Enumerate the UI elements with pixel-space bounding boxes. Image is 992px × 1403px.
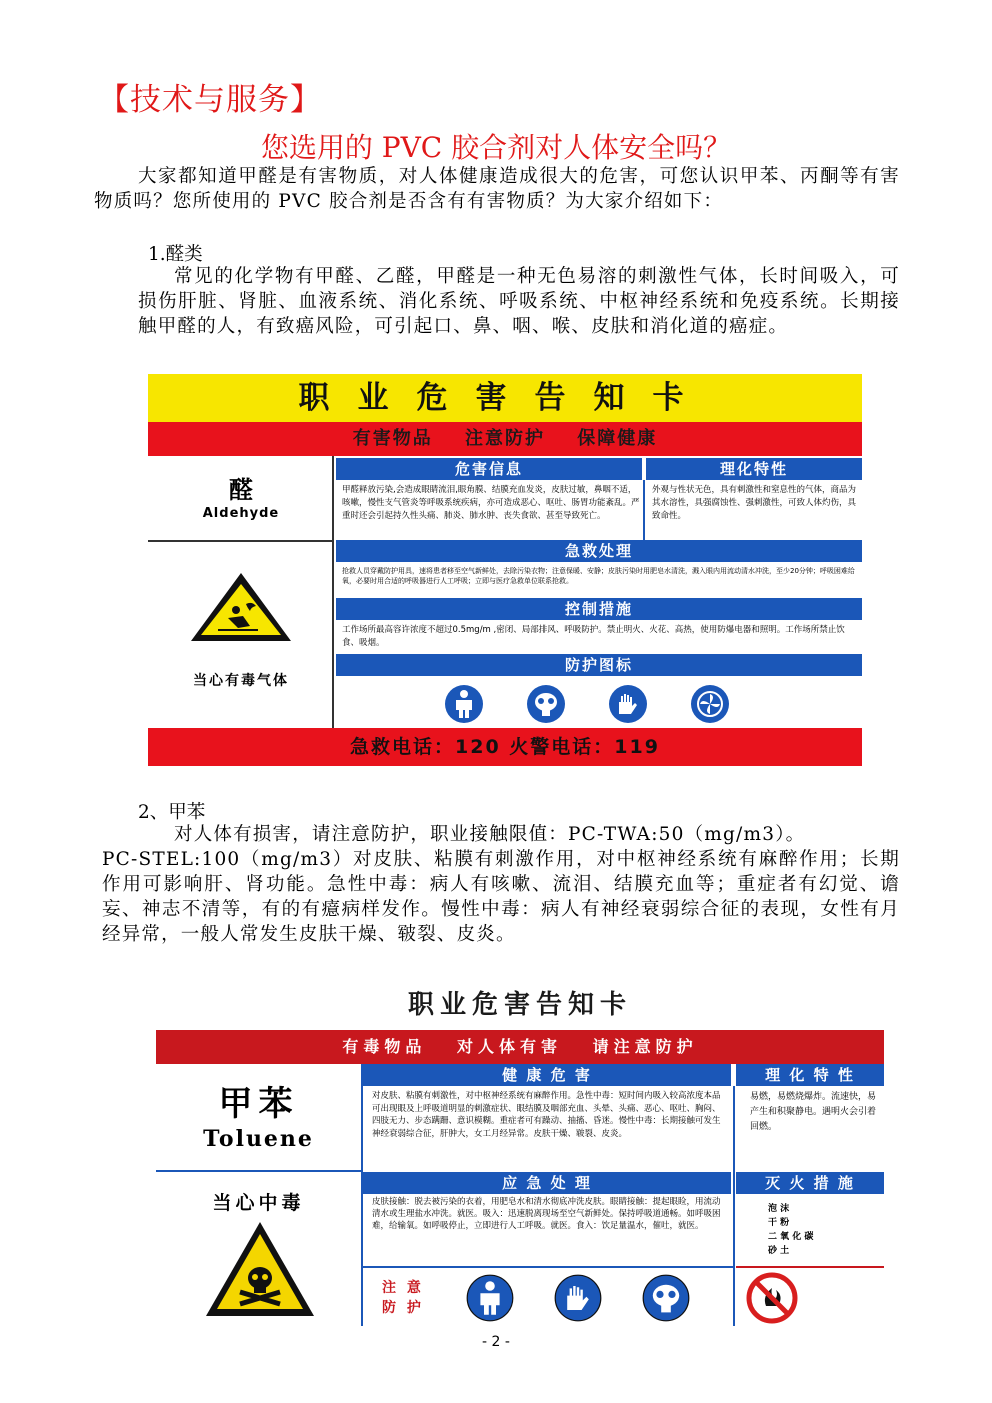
gloves-icon [554,1274,602,1326]
subtitle-item: 保障健康 [577,428,658,449]
health-hazard-text: 对皮肤、粘膜有刺激性，对中枢神经系统有麻醉作用。急性中毒：短时间内吸入较高浓度本品可出现眼及上呼吸道明显的刺激症状、眼结膜及咽部充血、头晕、头痛、恶心、呕吐、胸闷、四肢无力、步态蹒跚、意识模糊。重症者可有躁动、抽搐、昏迷。慢性中毒：长期接触可发生神经衰弱综合征，肝肿大，女工月经异常。皮肤干燥、皲裂、皮炎。 [372,1091,721,1139]
page-number: - 2 - [482,1334,510,1350]
emergency-header: 应 急 处 理 [363,1172,731,1194]
aldehyde-paragraph: 常见的化学物有甲醛、乙醛，甲醛是一种无色易溶的刺激性气体，长时间吸入，可损伤肝脏、肾脏、血液系统、消化系统、呼吸系统、中枢神经系统和免疫系统。长期接触甲醛的人，有致癌风险，可引起口、鼻、咽、喉、皮肤和消化道的癌症。 [138,266,900,337]
section-title: 【技术与服务】 [98,82,322,118]
subtitle-item: 请注意防护 [592,1037,698,1056]
hazard-info-header: 危害信息 [336,458,642,480]
list-item: 砂 土 [768,1246,790,1256]
subtitle-item: 注意防护 [465,428,545,449]
ppe-label: 注 意 防 护 [382,1280,424,1316]
column-divider [643,480,645,540]
gas-mask-icon [526,684,566,728]
aldehyde-heading: 1.醛类 [148,244,203,265]
card-subtitle [156,1030,884,1064]
control-header: 控制措施 [336,598,862,620]
physchem-text: 易燃，易燃烧爆炸。流速快，易产生和积聚静电。遇明火会引着回燃。 [750,1092,877,1132]
first-aid-text: 抢救人员穿戴防护用具，速将患者移至空气新鲜处，去除污染衣物；注意保暖、安静；皮肤污染时用肥皂水清洗，溅入眼内用流动清水冲洗，至少20分钟；呼吸困难给氧，必要时用合适的呼吸器进行人工呼吸；立即与医疗急救单位联系抢救。 [342,567,855,585]
substance-name: 甲苯 [218,1084,299,1124]
health-hazard-header: 健 康 危 害 [363,1064,731,1086]
gas-mask-icon [642,1274,690,1326]
subtitle-item: 有毒物品 [342,1037,427,1056]
physchem-text: 外观与性状无色，具有刺激性和窒息性的气体，商品为其水溶性，具强腐蚀性、强刺激性，可致人体灼伤，具致命性。 [652,485,856,521]
divider [148,540,334,542]
document-title: 您选用的 PVC 胶合剂对人体安全吗？ [260,131,732,164]
aldehyde-hazard-card [148,374,862,766]
protective-suit-icon [444,684,484,728]
substance-name: 醛 [229,476,253,504]
toluene-body: PC-STEL:100（mg/m3）对皮肤、粘膜有刺激作用，对中枢神经系统有麻醉作用；长期作用可影响肝、肾功能。急性中毒：病人有咳嗽、流泪、结膜充血等；重症者有幻觉、谵妄、神志不清等，有的有癔病样发作。慢性中毒：病人有神经衰弱综合征的表现，女性有月经异常，一般人常发生皮肤干燥、皲裂、皮炎。 [102,849,900,945]
no-fire-icon [744,1272,800,1326]
toluene-paragraph [102,822,900,947]
gloves-icon [608,684,648,728]
card-subtitle [148,422,862,456]
skull-warning-icon [204,1220,316,1322]
list-item: 干 粉 [768,1218,790,1228]
toluene-hazard-card [156,976,884,1326]
hazard-info-text: 甲醛释放污染,会造成眼睛流泪,眼角膜、结膜充血发炎，皮肤过敏，鼻咽不适，咳嗽，慢性支气管炎等呼吸系统疾病，亦可造成恶心、呕吐、肠胃功能紊乱。严重时还会引起持久性头痛、肺炎、肺水肿、丧失食欲、甚至导致死亡。 [342,485,640,521]
toxic-gas-warning-icon [188,570,294,648]
warning-label: 当心有毒气体 [193,673,289,689]
divider [363,1266,733,1268]
emergency-text: 皮肤接触：脱去被污染的衣着，用肥皂水和清水彻底冲洗皮肤。眼睛接触：提起眼睑，用流动清水或生理盐水冲洗。就医。吸入：迅速脱离现场至空气新鲜处。保持呼吸道通畅。如呼吸困难，给输氧。如呼吸停止，立即进行人工呼吸。就医。食入：饮足量温水，催吐，就医。 [372,1197,721,1231]
column-divider [733,1086,735,1326]
protective-suit-icon [466,1274,514,1326]
ppe-header: 防护图标 [336,654,862,676]
divider [156,1170,361,1172]
card-title: 职业危害告知卡 [148,374,862,422]
fire-header: 灭 火 措 施 [736,1172,884,1194]
warning-label: 当心中毒 [212,1192,305,1214]
card-title: 职业危害告知卡 [156,976,884,1028]
fire-measures-list [768,1202,878,1258]
emergency-phone-bar: 急救电话：120 火警电话：119 [148,728,862,766]
substance-name-en: Aldehyde [202,506,280,521]
column-divider [361,1064,363,1326]
first-aid-header: 急救处理 [336,540,862,562]
subtitle-item: 有害物品 [352,428,433,449]
list-item: 泡 沫 [768,1204,790,1214]
subtitle-item: 对人体有害 [456,1037,562,1056]
toluene-heading: 2、甲苯 [138,802,206,823]
list-item: 二 氧 化 碳 [768,1232,814,1242]
ventilation-icon [690,684,730,728]
physchem-header: 理化特性 [646,458,862,480]
physchem-header: 理 化 特 性 [736,1064,884,1086]
divider [736,1266,884,1268]
substance-name-en: Toluene [203,1126,314,1152]
toluene-first-line: 对人体有损害，请注意防护，职业接触限值：PC-TWA:50（mg/m3）。 [174,824,806,845]
intro-paragraph: 大家都知道甲醛是有害物质，对人体健康造成很大的危害，可您认识甲苯、丙酮等有害物质吗？您所使用的 PVC 胶合剂是否含有有害物质？为大家介绍如下： [94,166,900,212]
control-text: 工作场所最高容许浓度不超过0.5mg/m ,密闭、局部排风、呼吸防护。禁止明火、火花、高热，使用防爆电器和照明。工作场所禁止饮食、吸烟。 [342,625,845,648]
